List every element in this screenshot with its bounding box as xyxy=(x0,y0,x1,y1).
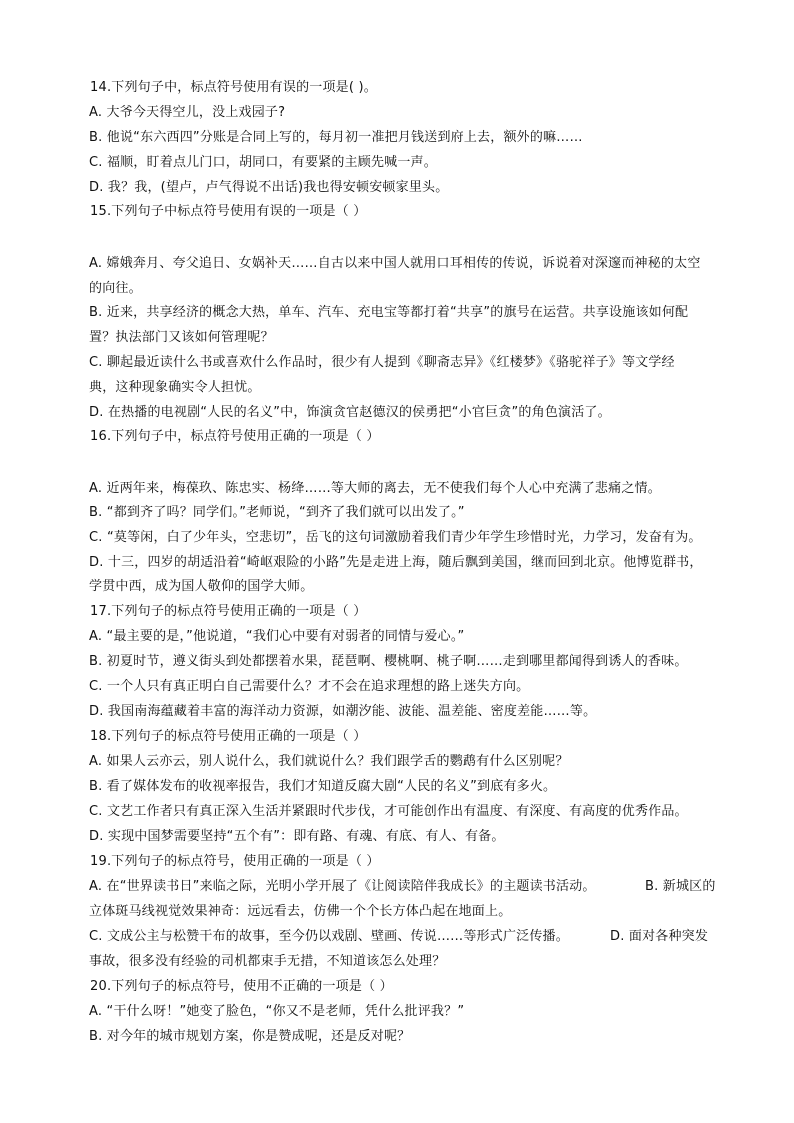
question-17-option-d: D. 我国南海蕴藏着丰富的海洋动力资源，如潮汐能、波能、温差能、密度差能……等。 xyxy=(89,704,597,719)
question-18-option-b: B. 看了媒体发布的收视率报告，我们才知道反腐大剧“人民的名义”到底有多火。 xyxy=(89,779,557,794)
question-14-stem: 14.下列句子中，标点符号使用有误的一项是( )。 xyxy=(90,80,377,95)
question-18-option-c: C. 文艺工作者只有真正深入生活并紧跟时代步伐，才可能创作出有温度、有深度、有高度的优秀作品。 xyxy=(89,804,688,819)
question-19-option-d: D. 面对各种突发 xyxy=(610,929,709,944)
question-17-option-a: A. “最主要的是，”他说道，“我们心中要有对弱者的同情与爱心。” xyxy=(89,629,465,644)
question-14-option-b: B. 他说“东六西四”分账是合同上写的，每月初一准把月钱送到府上去，额外的嘛…… xyxy=(89,130,583,145)
question-16-stem: 16.下列句子中，标点符号使用正确的一项是（ ） xyxy=(90,429,380,444)
question-18-option-a: A. 如果人云亦云，别人说什么，我们就说什么？我们跟学舌的鹦鹉有什么区别呢？ xyxy=(89,754,569,769)
question-18-option-d: D. 实现中国梦需要坚持“五个有”：即有路、有魂、有底、有人、有备。 xyxy=(89,829,505,844)
question-19-option-b: B. 新城区的 xyxy=(645,879,716,894)
question-15-option-b-cont: 置？执法部门又该如何管理呢？ xyxy=(89,330,274,345)
question-15-option-b: B. 近来，共享经济的概念大热，单车、汽车、充电宝等都打着“共享”的旗号在运营。共享设施该如何配 xyxy=(89,305,689,320)
question-16-option-c: C. “莫等闲，白了少年头，空悲切”，岳飞的这句词激励着我们青少年学生珍惜时光，力学习，发奋有为。 xyxy=(89,530,702,545)
question-19-option-d-cont: 事故，很多没有经验的司机都束手无措，不知道该怎么处理？ xyxy=(89,954,446,969)
question-14-option-c: C. 福顺，盯着点儿门口，胡同口，有要紧的主顾先喊一声。 xyxy=(89,155,437,170)
question-20-option-b: B. 对今年的城市规划方案，你是赞成呢，还是反对呢？ xyxy=(89,1029,411,1044)
question-19-option-a: A. 在“世界读书日”来临之际，光明小学开展了《让阅读陪伴我成长》的主题读书活动。 xyxy=(89,879,596,894)
question-19-option-b-cont: 立体斑马线视觉效果神奇：远远看去，仿佛一个个长方体凸起在地面上。 xyxy=(89,904,512,919)
question-16-option-b: B. “都到齐了吗？同学们。”老师说，“到齐了我们就可以出发了。” xyxy=(89,505,465,520)
question-19-stem: 19.下列句子的标点符号，使用正确的一项是（ ） xyxy=(90,854,380,869)
question-18-stem: 18.下列句子的标点符号使用正确的一项是（ ） xyxy=(90,729,367,744)
question-16-option-d: D. 十三，四岁的胡适沿着“崎岖艰险的小路”先是走进上海，随后飘到美国，继而回到北京。他博览群书， xyxy=(89,555,703,570)
question-16-option-a: A. 近两年来，梅葆玖、陈忠实、杨绛……等大师的离去，无不使我们每个人心中充满了悲痛之情。 xyxy=(89,481,661,496)
question-14-option-a: A. 大爷今天得空儿，没上戏园子? xyxy=(89,105,286,120)
question-15-stem: 15.下列句子中标点符号使用有误的一项是（ ） xyxy=(90,204,367,219)
question-17-option-c: C. 一个人只有真正明白自己需要什么？才不会在追求理想的路上迷失方向。 xyxy=(89,679,530,694)
question-15-option-a-cont: 的向往。 xyxy=(89,281,142,296)
question-20-stem: 20.下列句子的标点符号，使用不正确的一项是（ ） xyxy=(90,979,393,994)
question-17-stem: 17.下列句子的标点符号使用正确的一项是（ ） xyxy=(90,604,367,619)
question-14-option-d: D. 我？我，(望卢，卢气得说不出话)我也得安顿安顿家里头。 xyxy=(89,180,449,195)
question-20-option-a: A. “干什么呀！”她变了脸色，“你又不是老师，凭什么批评我？” xyxy=(89,1004,465,1019)
question-16-option-d-cont: 学贯中西，成为国人敬仰的国学大师。 xyxy=(89,579,314,594)
question-15-option-c-cont: 典，这种现象确实令人担忧。 xyxy=(89,380,261,395)
question-15-option-a: A. 嫦娥奔月、夸父追日、女娲补天……自古以来中国人就用口耳相传的传说，诉说着对深邃而神秘的太空 xyxy=(89,256,701,271)
question-17-option-b: B. 初夏时节，遵义街头到处都摆着水果，琵琶啊、樱桃啊、桃子啊……走到哪里都闻得到诱人的香味。 xyxy=(89,654,688,669)
question-15-option-d: D. 在热播的电视剧“人民的名义”中，饰演贪官赵德汉的侯勇把“小官巨贪”的角色演活了。 xyxy=(89,405,611,420)
question-19-option-c: C. 文成公主与松赞干布的故事，至今仍以戏剧、壁画、传说……等形式广泛传播。 xyxy=(89,929,569,944)
question-15-option-c: C. 聊起最近读什么书或喜欢什么作品时，很少有人提到《聊斋志异》《红楼梦》《骆驼祥子》等文学经 xyxy=(89,355,675,370)
